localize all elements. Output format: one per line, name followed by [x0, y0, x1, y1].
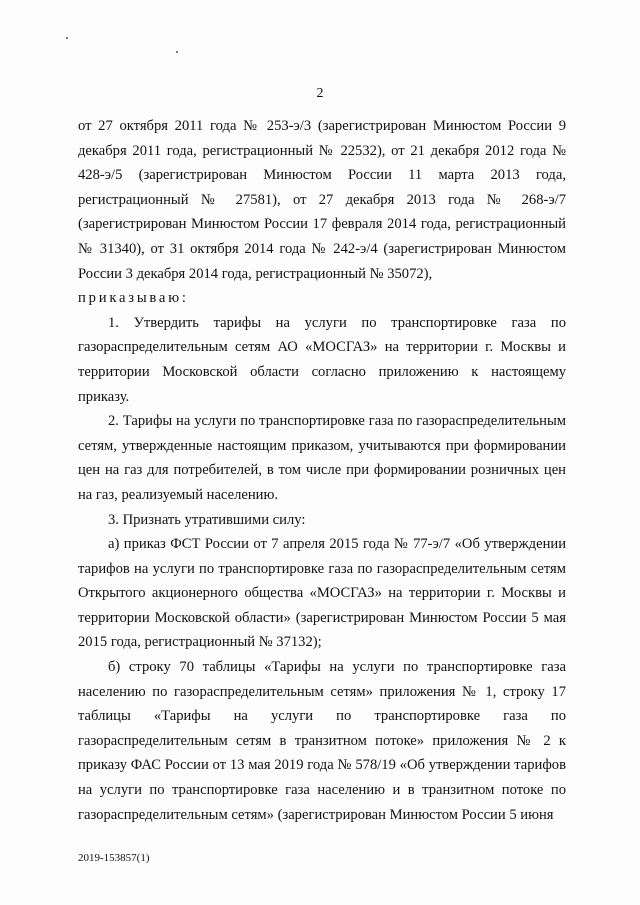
scan-speck — [176, 51, 178, 53]
order-word: приказываю: — [78, 290, 189, 307]
document-code: 2019-153857(1) — [78, 852, 150, 864]
scan-speck — [66, 37, 68, 39]
item-3a-paragraph: а) приказ ФСТ России от 7 апреля 2015 года № 77-э/7 «Об утверждении тарифов на услуги по транспортировке газа по газораспределительным сетям Открытого акционерного общества «МОСГАЗ» на территории г. Москвы и территории Московской области» (зарегистрирован Минюстом России 5 мая 2015 года, регистрационный № 37132); — [78, 536, 566, 651]
page-number: 2 — [316, 86, 324, 101]
item-3b-paragraph: б) строку 70 таблицы «Тарифы на услуги по транспортировке газа населению по газораспределительным сетям» приложения № 1, строку 17 таблицы «Тарифы на услуги по транспортировке газа по газораспределительным сетям в транзитном потоке» приложения № 2 к приказу ФАС России от 13 мая 2019 года № 578/19 «Об утверждении тарифов на услуги по транспортировке газа населению и в транзитном потоке по газораспределительным сетям» (зарегистрирован Минюстом России 5 июня — [78, 659, 566, 823]
intro-paragraph: от 27 октября 2011 года № 253-э/3 (зарегистрирован Минюстом России 9 декабря 2011 года, регистрационный № 22532), от 21 декабря 2012 года № 428-э/5 (зарегистрирован Минюстом России 11 марта 2013 года, регистрационный № 27581), от 27 декабря 2013 года № 268-э/7 (зарегистрирован Минюстом России 17 февраля 2014 года, регистрационный № 31340), от 31 октября 2014 года № 242-э/4 (зарегистрирован Минюстом России 3 декабря 2014 года, регистрационный № 35072), — [78, 118, 566, 282]
item-1-paragraph: 1. Утвердить тарифы на услуги по транспортировке газа по газораспределительным сетям АО «МОСГАЗ» на территории г. Москвы и территории Московской области согласно приложению к настоящему приказу. — [78, 314, 566, 405]
item-3-paragraph: 3. Признать утратившими силу: — [108, 511, 306, 528]
item-2-paragraph: 2. Тарифы на услуги по транспортировке газа по газораспределительным сетям, утвержденные настоящим приказом, учитываются при формировании цен на газ для потребителей, в том числе при формировании розничных цен на газ, реализуемый населению. — [78, 413, 566, 503]
document-body — [78, 114, 566, 827]
